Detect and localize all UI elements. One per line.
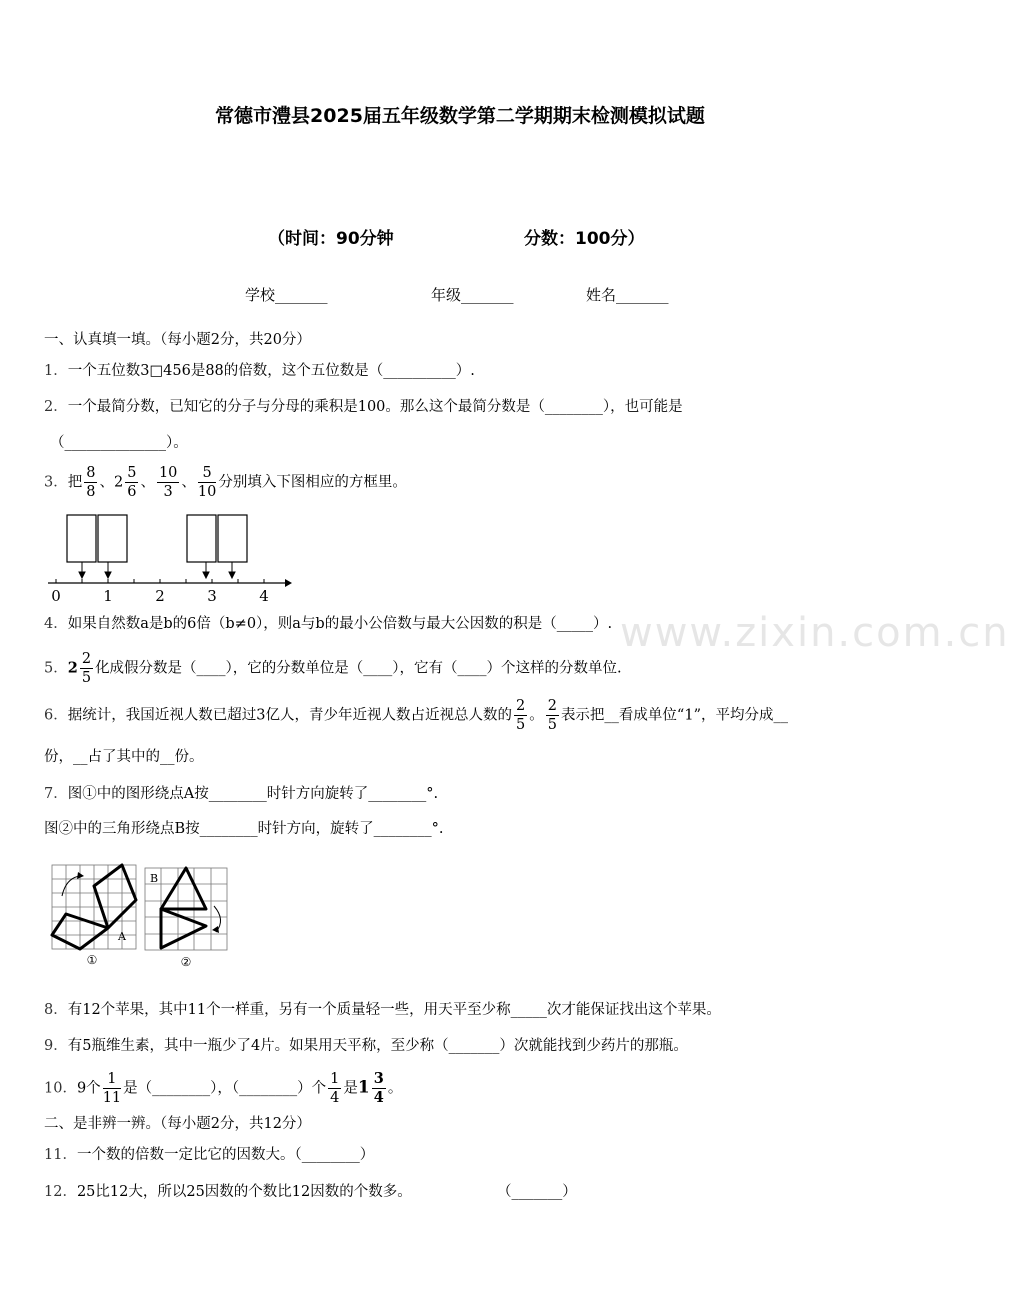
point-b-label: B: [150, 872, 159, 885]
question-number: 9．: [44, 1038, 68, 1054]
question-number: 5．: [44, 660, 68, 677]
fraction: $\frac{1}{11}$: [102, 1071, 122, 1106]
question-text: 一个数的倍数一定比它的因数大。（________）: [76, 1147, 375, 1163]
question-number: 10．: [44, 1080, 77, 1097]
question-7: [44, 784, 438, 804]
question-number: 8．: [44, 1002, 68, 1018]
number-line-figure: [40, 510, 300, 606]
caption-1: ①: [86, 953, 98, 967]
axis-label: 0: [51, 587, 61, 605]
question-number: 3．: [44, 474, 68, 491]
watermark: www.zixin.com.cn: [620, 610, 1010, 656]
axis-label: 3: [207, 587, 217, 605]
question-6: 6．据统计，我国近视人数已超过3亿人，青少年近视人数占近视总人数的 $\frac{2}{5}$ 。 $\frac{2}{5}$ 表示把__看成单位“1”，平均分成__: [44, 698, 788, 733]
question-text: 有5瓶维生素，其中一瓶少了4片。如果用天平称，至少称（_______）次就能找到少药片的那瓶。: [67, 1038, 688, 1054]
fraction: $\frac{2}{5}$: [515, 698, 526, 733]
question-5: 5．2 $\frac{2}{5}$ 化成假分数是（____），它的分数单位是（____），它有（____）个这样的分数单位.: [44, 651, 622, 686]
answer-box: [218, 515, 247, 562]
question-8: [44, 1000, 721, 1020]
question-11: [44, 1145, 374, 1165]
question-10: 10．9个 $\frac{1}{11}$ 是（________），（________）个 $\frac{1}{4}$ 是1 $\frac{3}{4}$ 。: [44, 1070, 403, 1106]
question-12: [44, 1182, 412, 1202]
question-number: 1．: [44, 363, 68, 379]
fraction: $\frac{5}{10}$: [197, 465, 217, 500]
axis-arrow: [285, 579, 292, 587]
question-2: [44, 397, 683, 417]
school-field: 学校_______: [245, 286, 328, 304]
question-text: 一个五位数3□456是88的倍数，这个五位数是（__________）.: [67, 363, 475, 379]
caption-2: ②: [180, 955, 192, 969]
question-text: 25比12大，所以25因数的个数比12因数的个数多。: [76, 1184, 412, 1200]
question-number: 12．: [44, 1184, 77, 1200]
fraction: $\frac{1}{4}$: [330, 1071, 340, 1106]
question-12-blank: （_______）: [497, 1184, 577, 1200]
exam-score: 分数：100分）: [524, 229, 645, 249]
axis-label: 1: [103, 587, 113, 605]
question-number: 6．: [44, 707, 68, 724]
fraction: $\frac{5}{6}$: [127, 465, 137, 500]
grade-field: 年级_______: [431, 286, 514, 304]
question-text: 把: [67, 474, 83, 491]
fraction: $\frac{2}{5}$: [81, 651, 92, 686]
exam-time: （时间：90分钟: [268, 229, 394, 249]
section-1-heading: 一、认真填一填。（每小题2分，共20分）: [44, 332, 311, 348]
shape-2: [161, 868, 206, 948]
question-text: 一个最简分数，已知它的分子与分母的乘积是100。那么这个最简分数是（________），也可能是: [67, 399, 683, 415]
question-3: 3．把 $\frac{8}{8}$ 、2 $\frac{5}{6}$ 、 $\frac{10}{3}$ 、 $\frac{5}{10}$ 分别填入下图相应的方框里。: [44, 465, 407, 500]
section-2-heading: 二、是非辨一辨。（每小题2分，共12分）: [44, 1116, 311, 1132]
answer-box: [187, 515, 216, 562]
point-a-label: A: [118, 930, 126, 943]
fraction: $\frac{10}{3}$: [158, 465, 178, 500]
question-6-line2: 份，__占了其中的__份。: [44, 749, 204, 765]
question-text: 有12个苹果，其中11个一样重，另有一个质量轻一些，用天平至少称_____次才能保证找出这个苹果。: [67, 1002, 721, 1018]
question-1: [44, 361, 475, 381]
question-text: 化成假分数是（____），它的分数单位是（____），它有（____）个这样的分数单位.: [95, 660, 622, 677]
rotation-figures: [48, 860, 232, 972]
question-number: 11．: [44, 1147, 77, 1163]
page-title: 常德市澧县2025届五年级数学第二学期期末检测模拟试题: [215, 105, 705, 127]
pointer-arrows: [79, 562, 235, 578]
question-9: [44, 1036, 688, 1056]
fraction: $\frac{2}{5}$: [547, 698, 557, 733]
question-text: 图①中的图形绕点A按________时针方向旋转了________°.: [67, 786, 439, 802]
question-number: 7．: [44, 786, 68, 802]
axis-label: 4: [259, 587, 269, 605]
fraction: $\frac{8}{8}$: [86, 465, 96, 500]
name-field: 姓名_______: [586, 286, 669, 304]
question-4: [44, 614, 612, 634]
question-7-line2: 图②中的三角形绕点B按________时针方向，旋转了________°.: [44, 821, 444, 837]
axis-label: 2: [155, 587, 165, 605]
question-2-line2: （______________）。: [50, 435, 188, 451]
fraction: $\frac{3}{4}$: [373, 1070, 384, 1106]
question-number: 2．: [44, 399, 68, 415]
answer-box: [67, 515, 96, 562]
question-number: 4．: [44, 616, 68, 632]
question-text: 如果自然数a是b的6倍（b≠0），则a与b的最小公倍数与最大公因数的积是（_____）.: [67, 616, 613, 632]
answer-box: [98, 515, 127, 562]
